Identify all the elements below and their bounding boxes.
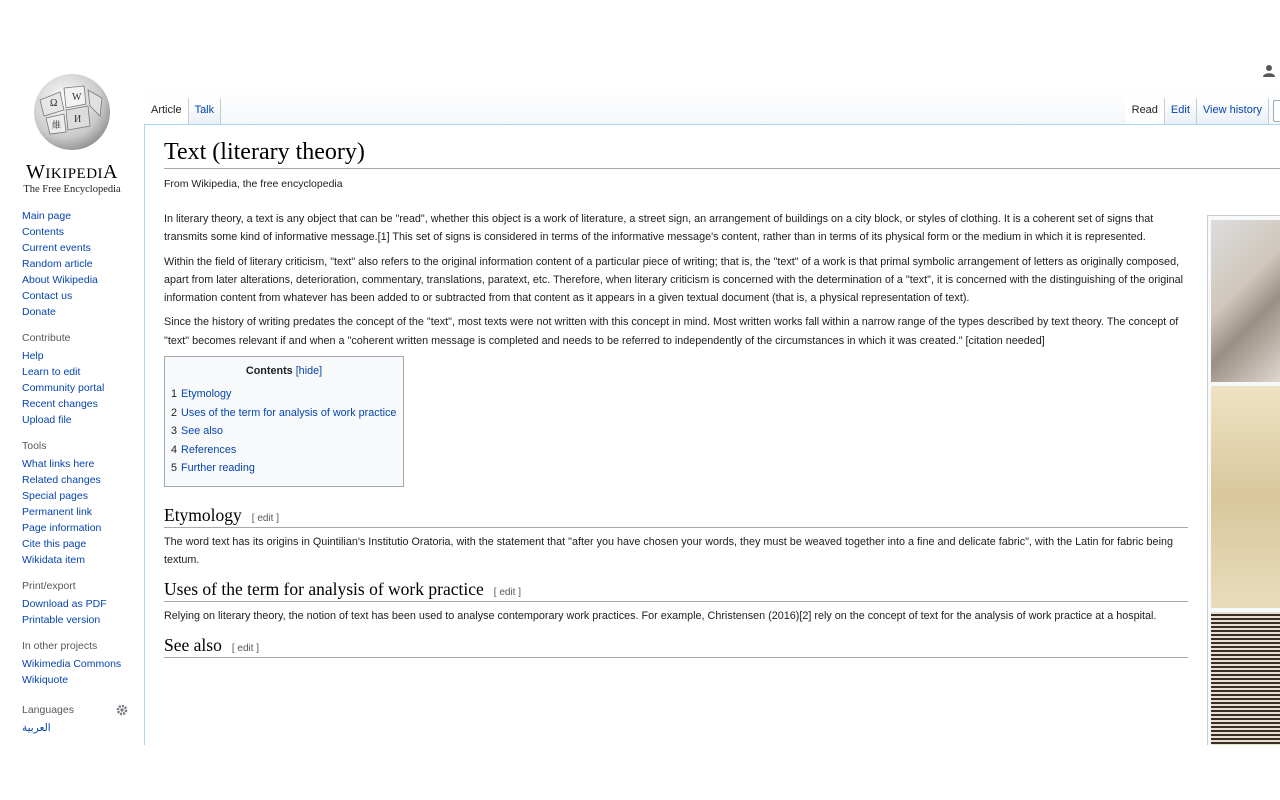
toc-link-uses[interactable]: Uses of the term for analysis of work practice — [181, 406, 397, 419]
toc-item[interactable]: 1 Etymology — [171, 388, 232, 401]
section-heading-see-also: See also [ edit ] — [164, 635, 1188, 658]
edit-section-link[interactable]: [ edit ] — [231, 643, 260, 655]
table-of-contents — [164, 356, 404, 487]
svg-text:Ω: Ω — [50, 98, 58, 109]
sidebar-item-recent-changes[interactable]: Recent changes — [22, 398, 98, 410]
gear-icon[interactable] — [116, 704, 128, 716]
section-heading-uses: Uses of the term for analysis of work practice [ edit ] — [164, 579, 1188, 602]
sidebar-item-about[interactable]: About Wikipedia — [22, 274, 98, 286]
svg-text:維: 維 — [52, 120, 62, 130]
toc-item[interactable]: 3 See also — [171, 425, 224, 438]
sidebar-item-printable-version[interactable]: Printable version — [22, 614, 101, 626]
tab-edit[interactable]: Edit — [1165, 98, 1197, 124]
sidebar-item-wikidata-item[interactable]: Wikidata item — [22, 554, 86, 566]
sidebar-item-special-pages[interactable]: Special pages — [22, 490, 88, 502]
toc-title — [171, 365, 397, 377]
sidebar-item-contact[interactable]: Contact us — [22, 290, 73, 302]
image-panel — [1207, 215, 1280, 745]
contribute-heading: Contribute — [22, 332, 71, 344]
tab-view-history[interactable]: View history — [1197, 98, 1269, 124]
sidebar-item-page-information[interactable]: Page information — [22, 522, 102, 534]
languages-group — [22, 700, 140, 736]
sidebar-item-current-events[interactable]: Current events — [22, 242, 91, 254]
print-group — [22, 580, 140, 628]
tab-read[interactable]: Read — [1126, 98, 1165, 124]
printed-page-image[interactable] — [1211, 612, 1280, 745]
toc-item[interactable]: 2 Uses of the term for analysis of work practice — [171, 406, 397, 419]
sidebar-item-donate[interactable]: Donate — [22, 306, 56, 318]
illuminated-manuscript-image[interactable] — [1211, 386, 1280, 608]
languages-row — [22, 700, 128, 720]
page-subtitle: From Wikipedia, the free encyclopedia — [164, 178, 343, 190]
sidebar-item-upload-file[interactable]: Upload file — [22, 414, 72, 426]
print-heading: Print/export — [22, 580, 76, 592]
tools-group — [22, 440, 140, 568]
contribute-group — [22, 332, 140, 428]
projects-heading: In other projects — [22, 640, 98, 652]
sidebar-item-contents[interactable]: Contents — [22, 226, 65, 238]
page-title: Text (literary theory) — [164, 139, 1280, 169]
paragraph-uses: Relying on literary theory, the notion of text has been used to analyse contemporary work practices. For example, Christensen (2016)[2] rely on the concept of text for the analysis of work practice at a hospital. — [164, 610, 1157, 623]
sidebar-item-cite-this-page[interactable]: Cite this page — [22, 538, 87, 550]
toc-hide-link[interactable]: [hide] — [295, 365, 323, 378]
tab-talk[interactable]: Talk — [189, 98, 222, 124]
paragraph-intro-2: Within the field of literary criticism, "text" also refers to the original information content of a particular piece of writing; that is, the "text" of a work is that primal symbolic arrangement of letters as originally composed, apart from later alterations, deterioration, commentary, translations, paratext, etc. Therefore, when literary criticism is concerned with the determination of a "text", it is concerned with the distinguishing of the original information content from whatever has been added to or subtracted from that content as it appears in a given textual document (that is, a physical representation of text). — [164, 255, 1184, 305]
projects-group — [22, 640, 140, 688]
namespace-tabs — [144, 98, 221, 124]
svg-text:W: W — [72, 92, 82, 103]
sidebar-item-permanent-link[interactable]: Permanent link — [22, 506, 93, 518]
tab-article[interactable]: Article — [144, 98, 189, 124]
sidebar-item-download-pdf[interactable]: Download as PDF — [22, 598, 107, 610]
content-area — [144, 124, 1280, 745]
toc-title-text: Contents — [245, 365, 293, 378]
wikipedia-logo[interactable] — [10, 68, 134, 198]
tools-heading: Tools — [22, 440, 47, 452]
paragraph-etymology: The word text has its origins in Quintilian's Institutio Oratoria, with the statement that "after you have chosen your words, they must be weaved together into a fine and delicate fabric", with the Latin for fabric being textum. — [164, 535, 1173, 566]
search-input[interactable] — [1273, 100, 1280, 122]
nav-group — [22, 208, 140, 320]
edit-section-link[interactable]: [ edit ] — [251, 512, 280, 524]
edit-section-link[interactable]: [ edit ] — [493, 587, 522, 599]
toc-link-etymology[interactable]: Etymology — [181, 388, 232, 401]
sidebar-item-help[interactable]: Help — [22, 350, 44, 362]
paragraph-intro-3: Since the history of writing predates the concept of the "text", most texts were not written with this concept in mind. Most written works fall within a narrow range of the types described by text theory. The concept of "text" becomes relevant if and when a "coherent written message is completed and needs to be referred to independently of the circumstances in which it was created." [citation needed] — [164, 316, 1179, 347]
view-tabs — [1126, 98, 1280, 124]
user-icon[interactable] — [1262, 64, 1276, 78]
sidebar — [22, 208, 140, 748]
globe-icon — [30, 70, 114, 154]
section-heading-etymology: Etymology [ edit ] — [164, 505, 1188, 528]
sidebar-item-language-arabic[interactable]: العربية — [22, 722, 51, 734]
languages-heading: Languages — [22, 704, 74, 716]
toc-item[interactable]: 5 Further reading — [171, 462, 255, 475]
toc-item[interactable]: 4 References — [171, 443, 237, 456]
sidebar-item-learn-to-edit[interactable]: Learn to edit — [22, 366, 81, 378]
toc-link-further-reading[interactable]: Further reading — [181, 462, 255, 475]
sidebar-item-main-page[interactable]: Main page — [22, 210, 72, 222]
toc-link-references[interactable]: References — [181, 443, 237, 456]
paragraph-intro-1: In literary theory, a text is any object that can be "read", whether this object is a work of literature, a street sign, an arrangement of buildings on a city block, or styles of clothing. It is a coherent set of signs that transmits some kind of informative message.[1] This set of signs is considered in terms of the informative message's content, rather than in terms of its physical form or the medium in which it is represented. — [164, 213, 1154, 244]
article-body — [164, 139, 1188, 663]
toc-link-see-also[interactable]: See also — [181, 425, 224, 438]
tagline: The Free Encyclopedia — [23, 184, 121, 195]
sidebar-item-wikiquote[interactable]: Wikiquote — [22, 674, 69, 686]
sidebar-item-what-links-here[interactable]: What links here — [22, 458, 95, 470]
wordmark: WIKIPEDIA — [26, 161, 118, 183]
tabs-bar — [144, 90, 1280, 124]
sidebar-item-related-changes[interactable]: Related changes — [22, 474, 101, 486]
sidebar-item-random-article[interactable]: Random article — [22, 258, 93, 270]
clay-tablet-image[interactable] — [1211, 220, 1280, 382]
sidebar-item-community-portal[interactable]: Community portal — [22, 382, 105, 394]
sidebar-item-wikimedia-commons[interactable]: Wikimedia Commons — [22, 658, 122, 670]
svg-text:И: И — [74, 114, 82, 125]
